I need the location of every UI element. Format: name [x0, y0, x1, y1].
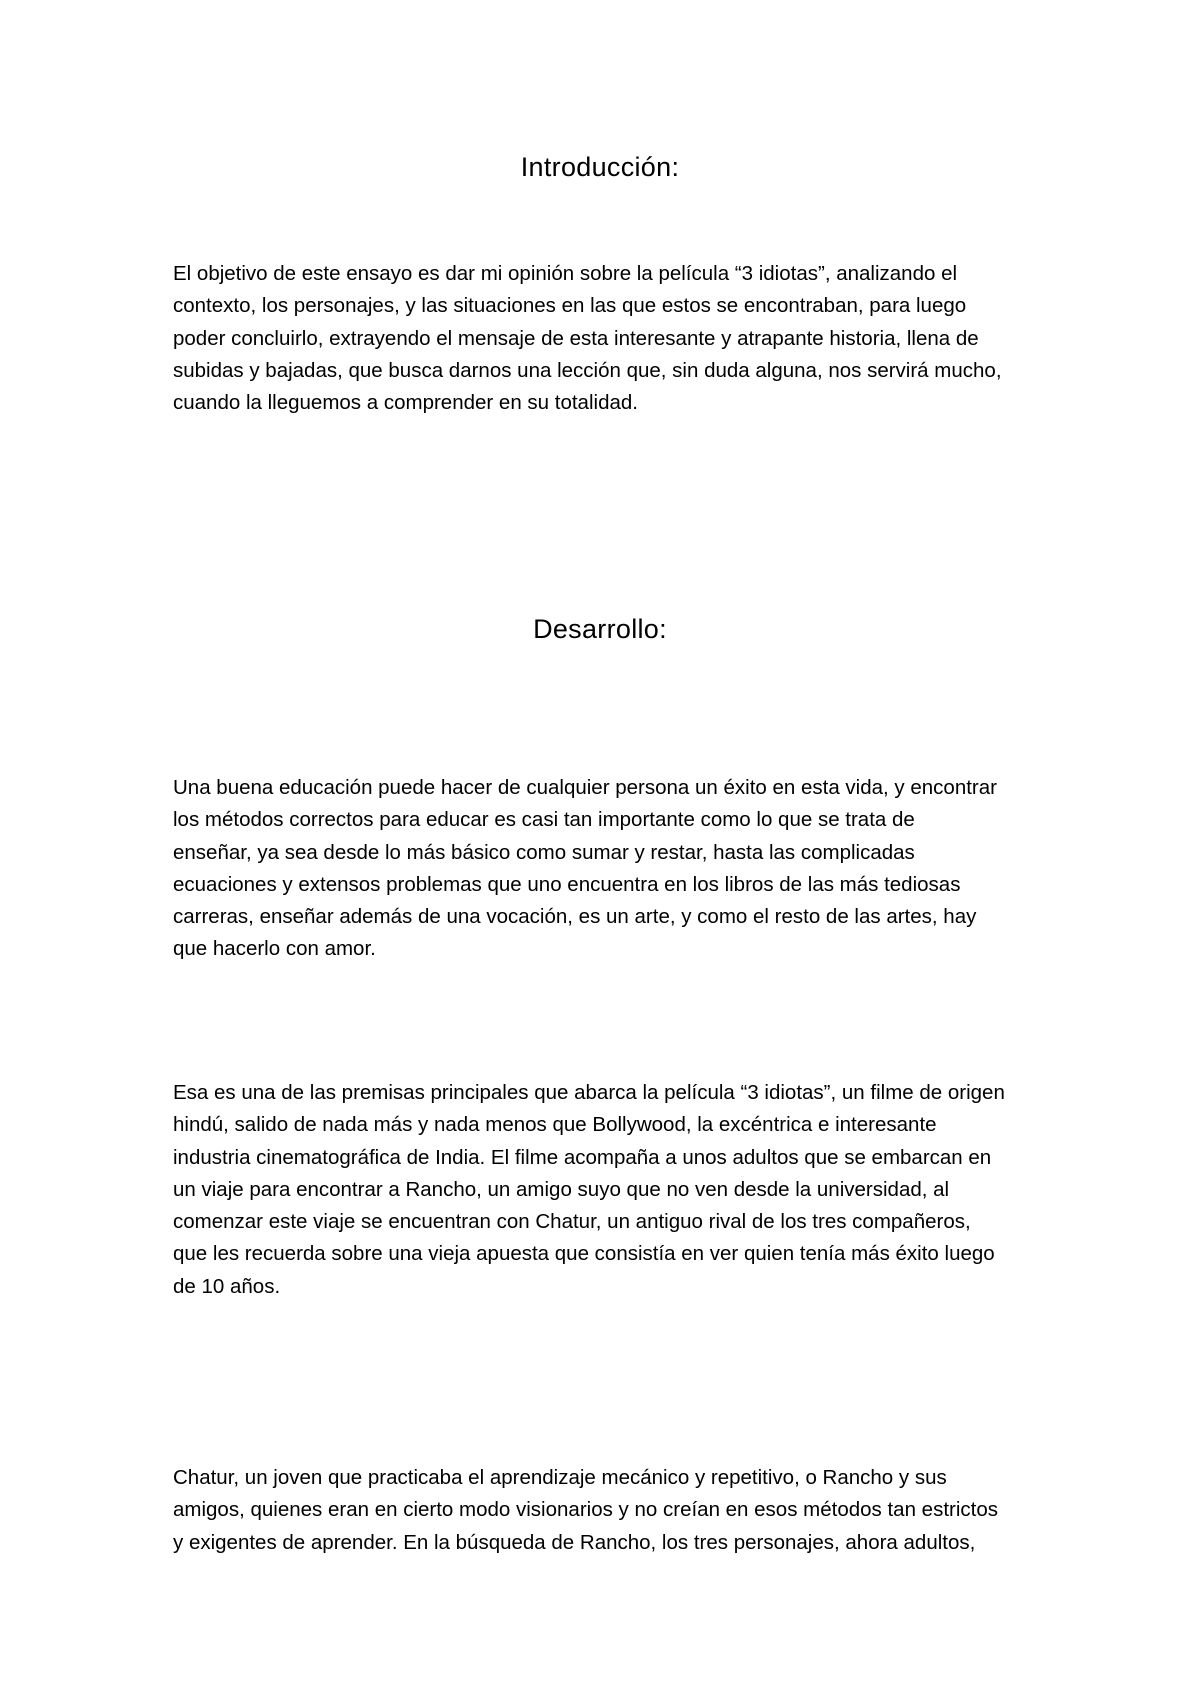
- text-line: y exigentes de aprender. En la búsqueda de Rancho, los tres personajes, ahora adultos,: [173, 1530, 976, 1554]
- text-line: comenzar este viaje se encuentran con Chatur, un antiguo rival de los tres compañeros,: [173, 1210, 971, 1234]
- text-line: ecuaciones y extensos problemas que uno encuentra en los libros de las más tediosas: [173, 872, 961, 896]
- text-line: Esa es una de las premisas principales que abarca la película “3 idiotas”, un filme de origen: [173, 1081, 1005, 1104]
- paragraph-education: [173, 772, 1073, 966]
- text-line: de 10 años.: [173, 1274, 281, 1298]
- text-line: que hacerlo con amor.: [173, 937, 376, 961]
- paragraph-chatur: [173, 1462, 1073, 1559]
- text-line: amigos, quienes eran en cierto modo visionarios y no creían en esos métodos tan estrictos: [173, 1498, 998, 1522]
- text-line: un viaje para encontrar a Rancho, un amigo suyo que no ven desde la universidad, al: [173, 1177, 950, 1201]
- text-line: industria cinematográfica de India. El filme acompaña a unos adultos que se embarcan en: [173, 1145, 992, 1169]
- text-line: subidas y bajadas, que busca darnos una lección que, sin duda alguna, nos servirá mucho,: [173, 358, 1002, 382]
- intro-heading: Introducción:: [520, 152, 680, 182]
- intro-paragraph: [173, 258, 1073, 419]
- paragraph-film-premise: [173, 1077, 1073, 1303]
- text-line: Una buena educación puede hacer de cualquier persona un éxito en esta vida, y encontrar: [173, 776, 997, 799]
- text-line: cuando la lleguemos a comprender en su totalidad.: [173, 391, 638, 415]
- text-line: El objetivo de este ensayo es dar mi opinión sobre la película “3 idiotas”, analizando el: [173, 262, 958, 285]
- development-heading: Desarrollo:: [533, 614, 667, 644]
- text-line: enseñar, ya sea desde lo más básico como sumar y restar, hasta las complicadas: [173, 840, 915, 864]
- text-line: poder concluirlo, extrayendo el mensaje de esta interesante y atrapante historia, llena de: [173, 326, 979, 350]
- text-line: Chatur, un joven que practicaba el aprendizaje mecánico y repetitivo, o Rancho y sus: [173, 1466, 947, 1489]
- text-line: contexto, los personajes, y las situaciones en las que estos se encontraban, para luego: [173, 294, 967, 318]
- text-line: carreras, enseñar además de una vocación, es un arte, y como el resto de las artes, hay: [173, 905, 977, 929]
- text-line: hindú, salido de nada más y nada menos que Bollywood, la excéntrica e interesante: [173, 1113, 937, 1137]
- text-line: los métodos correctos para educar es casi tan importante como lo que se trata de: [173, 808, 915, 832]
- text-line: que les recuerda sobre una vieja apuesta que consistía en ver quien tenía más éxito luego: [173, 1242, 995, 1266]
